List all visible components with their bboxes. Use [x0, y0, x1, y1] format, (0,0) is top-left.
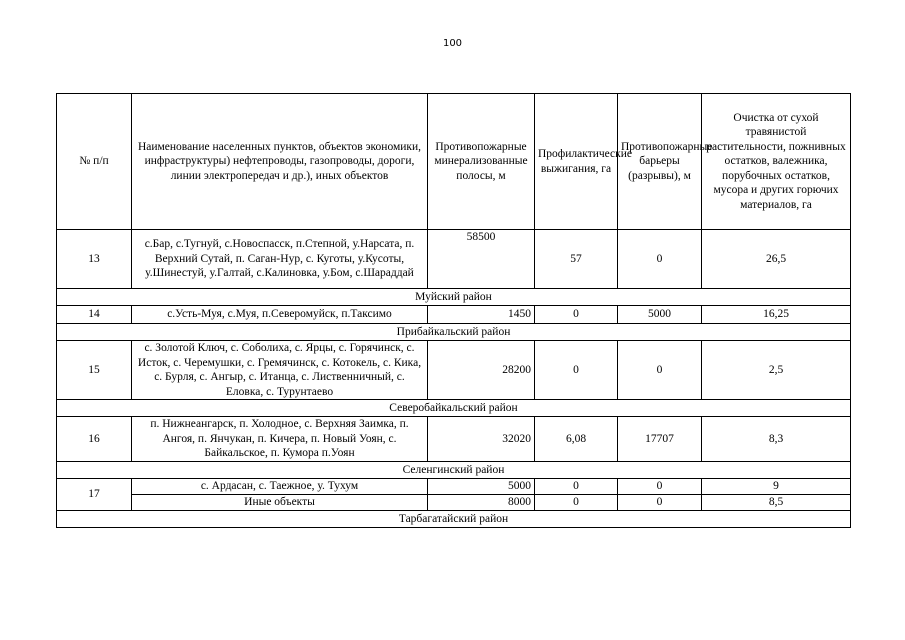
- table-row: [57, 479, 851, 495]
- row-burns: 0: [535, 341, 618, 400]
- row-num: 14: [57, 306, 132, 324]
- row-burns: 57: [535, 230, 618, 289]
- row-num: 16: [57, 417, 132, 462]
- row-barriers: 17707: [618, 417, 702, 462]
- row-cleanup: 8,3: [702, 417, 851, 462]
- row-barriers: 0: [618, 341, 702, 400]
- region-name: Тарбагатайский район: [57, 511, 851, 528]
- row-barriers: 0: [618, 495, 702, 511]
- row-strips: 5000: [428, 479, 535, 495]
- row-barriers: 0: [618, 230, 702, 289]
- row-strips: 1450: [428, 306, 535, 324]
- row-cleanup: 9: [702, 479, 851, 495]
- region-name: Муйский район: [57, 289, 851, 306]
- row-cleanup: 2,5: [702, 341, 851, 400]
- row-num: 17: [57, 479, 132, 511]
- region-name: Селенгинский район: [57, 462, 851, 479]
- table-row: [57, 306, 851, 324]
- row-burns: 0: [535, 495, 618, 511]
- fire-prevention-table: [56, 93, 851, 528]
- region-row: [57, 511, 851, 528]
- row-cleanup: 16,25: [702, 306, 851, 324]
- row-name: с. Ардасан, с. Таежное, у. Тухум: [132, 479, 428, 495]
- row-strips: 28200: [428, 341, 535, 400]
- row-name: Иные объекты: [132, 495, 428, 511]
- header-barriers: Противопожарные барьеры (разрывы), м: [618, 94, 702, 230]
- header-strips: Противопожарные минерализованные полосы, м: [428, 94, 535, 230]
- table-row: [57, 495, 851, 511]
- row-burns: 0: [535, 479, 618, 495]
- row-burns: 6,08: [535, 417, 618, 462]
- row-name: с.Бар, с.Тугнуй, с.Новоспасск, п.Степной, у.Нарсата, п. Верхний Сутай, п. Саган-Нур, с. Куготы, у.Кусоты, у.Шинестуй, у.Галтай, с.Калиновка, у.Бом, с.Шараддай: [132, 230, 428, 289]
- header-cleanup: Очистка от сухой травянистой растительности, пожнивных остатков, валежника, порубочных остатков, мусора и других горючих материалов, га: [702, 94, 851, 230]
- region-row: [57, 462, 851, 479]
- row-strips: 58500: [428, 230, 535, 289]
- header-num: № п/п: [57, 94, 132, 230]
- row-num: 13: [57, 230, 132, 289]
- row-barriers: 5000: [618, 306, 702, 324]
- row-barriers: 0: [618, 479, 702, 495]
- table-header-row: [57, 94, 851, 230]
- row-cleanup: 26,5: [702, 230, 851, 289]
- header-burns: Профилактические выжигания, га: [535, 94, 618, 230]
- table-row: [57, 341, 851, 400]
- region-row: [57, 400, 851, 417]
- row-cleanup: 8,5: [702, 495, 851, 511]
- row-name: с. Золотой Ключ, с. Соболиха, с. Ярцы, с. Горячинск, с. Исток, с. Черемушки, с. Гремячинск, с. Котокель, с. Кика, с. Бурля, с. Ангыр, с. Итанца, с. Лиственничный, с. Еловка, с. Турунтаево: [132, 341, 428, 400]
- region-name: Прибайкальский район: [57, 324, 851, 341]
- row-strips: 8000: [428, 495, 535, 511]
- row-name: с.Усть-Муя, с.Муя, п.Северомуйск, п.Таксимо: [132, 306, 428, 324]
- region-row: [57, 289, 851, 306]
- row-strips: 32020: [428, 417, 535, 462]
- page-number: 100: [442, 38, 463, 49]
- row-num: 15: [57, 341, 132, 400]
- row-burns: 0: [535, 306, 618, 324]
- header-name: Наименование населенных пунктов, объектов экономики, инфраструктуры) нефтепроводы, газопроводы, дороги, линии электропередач и др.), иных объектов: [132, 94, 428, 230]
- region-name: Северобайкальский район: [57, 400, 851, 417]
- region-row: [57, 324, 851, 341]
- row-name: п. Нижнеангарск, п. Холодное, с. Верхняя Заимка, п. Ангоя, п. Янчукан, п. Кичера, п. Новый Уоян, с. Байкальское, п. Кумора п.Уоян: [132, 417, 428, 462]
- table-row: [57, 417, 851, 462]
- table-row: [57, 230, 851, 289]
